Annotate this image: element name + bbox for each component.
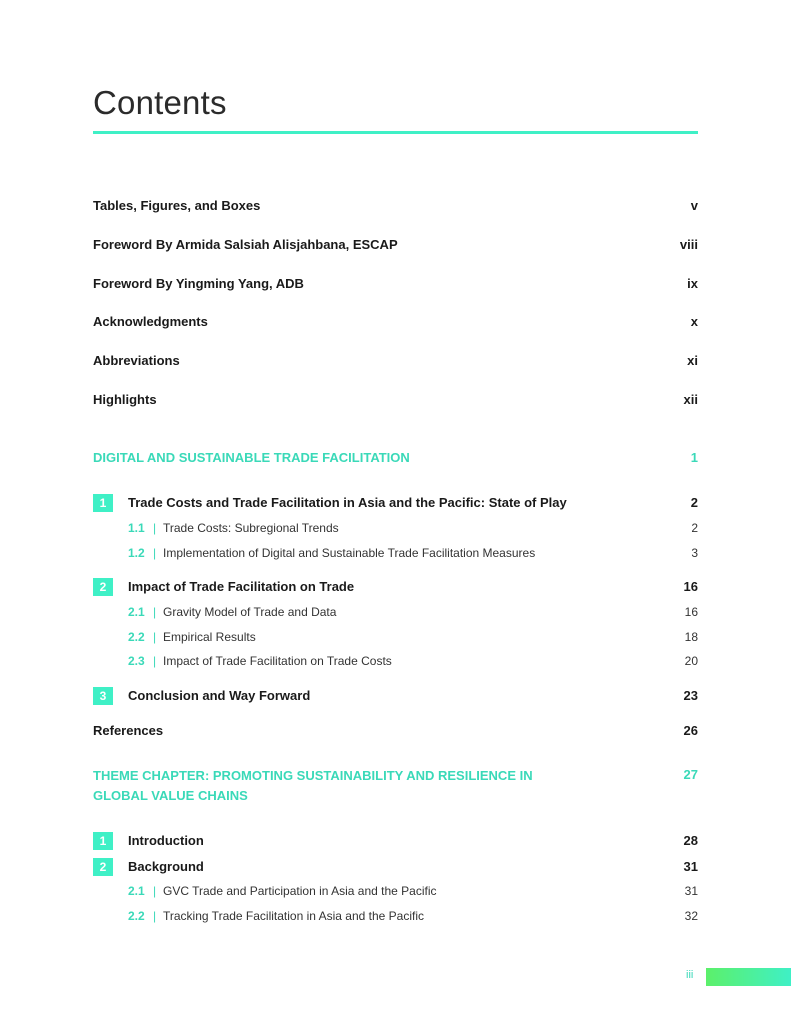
section-label: GVC Trade and Participation in Asia and the Pacific (163, 884, 437, 898)
chapter-label: Conclusion and Way Forward (128, 688, 311, 703)
section-page: 16 (684, 605, 698, 619)
chapter-page: 2 (690, 495, 698, 510)
chapter-label: Impact of Trade Facilitation on Trade (128, 579, 355, 594)
section-separator: | (153, 909, 157, 923)
chapter-number-badge: 2 (93, 578, 113, 596)
toc-entry-label: Highlights (93, 392, 157, 407)
section-page: 3 (691, 546, 698, 560)
section-number: 2.3 (128, 654, 145, 668)
toc-entry-label: References (93, 723, 164, 738)
chapter-number-badge: 2 (93, 858, 113, 876)
section-number: 1.2 (128, 546, 145, 560)
chapter-label: Background (128, 859, 204, 874)
chapter-number-badge: 3 (93, 687, 113, 705)
title-rule (93, 131, 698, 134)
section-page: 2 (691, 521, 698, 535)
section-separator: | (153, 630, 157, 644)
section-separator: | (153, 654, 157, 668)
section-label: Gravity Model of Trade and Data (163, 605, 337, 619)
chapter-page: 16 (683, 579, 698, 594)
chapter-label: Trade Costs and Trade Facilitation in Asia and the Pacific: State of Play (128, 495, 567, 510)
section-separator: | (153, 884, 157, 898)
section-number: 2.1 (128, 605, 145, 619)
toc-entry-page: v (690, 198, 698, 213)
section-page: 31 (684, 884, 698, 898)
chapter-page: 28 (683, 833, 698, 848)
footer-accent-bar (706, 968, 791, 986)
chapter-page: 23 (683, 688, 698, 703)
toc-entry-label: Foreword By Armida Salsiah Alisjahbana, ESCAP (93, 237, 398, 252)
section-label: Impact of Trade Facilitation on Trade Costs (163, 654, 392, 668)
section-page: 20 (684, 654, 698, 668)
section-number: 2.1 (128, 884, 145, 898)
section-number: 2.2 (128, 630, 145, 644)
part-page: 27 (683, 767, 698, 782)
toc-entry-page: ix (687, 276, 698, 291)
section-separator: | (153, 605, 157, 619)
toc-part-theme-chapter[interactable] (93, 766, 698, 806)
part-label: DIGITAL AND SUSTAINABLE TRADE FACILITATION (93, 450, 410, 465)
section-page: 18 (684, 630, 698, 644)
toc-entry-label: Foreword By Yingming Yang, ADB (93, 276, 304, 291)
toc-entry-label: Abbreviations (93, 353, 180, 368)
part-label: THEME CHAPTER: PROMOTING SUSTAINABILITY AND RESILIENCE IN GLOBAL VALUE CHAINS (93, 768, 533, 803)
section-label: Trade Costs: Subregional Trends (163, 521, 339, 535)
page-title: Contents (93, 84, 227, 121)
toc-entry-page: viii (679, 237, 698, 252)
section-number: 2.2 (128, 909, 145, 923)
toc-entry-label: Tables, Figures, and Boxes (93, 198, 261, 213)
chapter-number-badge: 1 (93, 832, 113, 850)
section-page: 32 (684, 909, 698, 923)
section-separator: | (153, 546, 157, 560)
section-separator: | (153, 521, 157, 535)
chapter-page: 31 (683, 859, 698, 874)
section-label: Implementation of Digital and Sustainable Trade Facilitation Measures (163, 546, 536, 560)
section-label: Tracking Trade Facilitation in Asia and the Pacific (163, 909, 425, 923)
section-number: 1.1 (128, 521, 145, 535)
toc-entry-page: xi (687, 353, 698, 368)
toc-entry-page: 26 (683, 723, 698, 738)
toc-entry-page: xii (683, 392, 698, 407)
chapter-number-badge: 1 (93, 494, 113, 512)
part-page: 1 (690, 450, 698, 465)
section-label: Empirical Results (163, 630, 256, 644)
page-number: iii (686, 969, 694, 981)
toc-entry-label: Acknowledgments (93, 314, 208, 329)
toc-entry-page: x (690, 314, 698, 329)
chapter-label: Introduction (128, 833, 204, 848)
